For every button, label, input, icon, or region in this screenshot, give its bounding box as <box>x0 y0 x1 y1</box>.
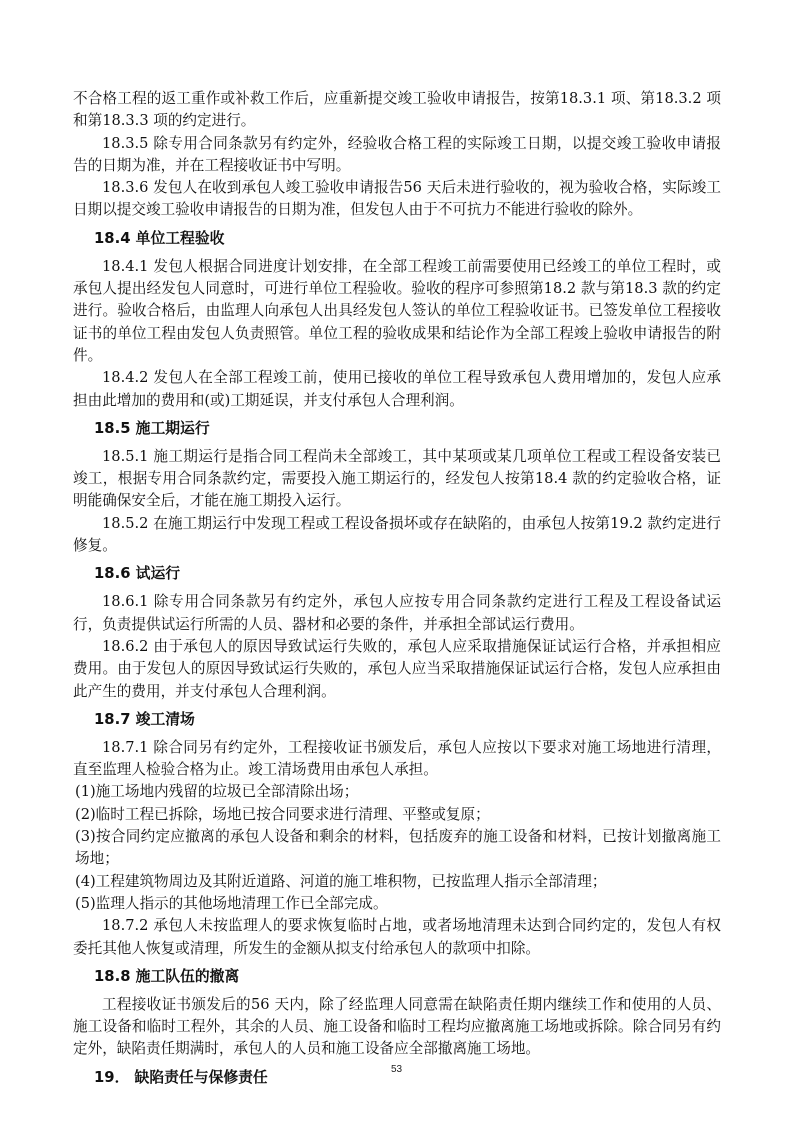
paragraph: 18.4.2 发包人在全部工程竣工前，使用已接收的单位工程导致承包人费用增加的，发包人应承担由此增加的费用和(或)工期延误，并支付承包人合理利润。 <box>73 369 721 409</box>
list-item: (1)施工场地内残留的垃圾已全部清除出场； <box>75 783 359 801</box>
chapter-heading: 19． 缺陷责任与保修责任 <box>94 1068 268 1086</box>
section-heading: 18.5 施工期运行 <box>94 419 210 437</box>
list-item: (2)临时工程已拆除，场地已按合同要求进行清理、平整或复原； <box>75 805 490 823</box>
paragraph: 18.3.6 发包人在收到承包人竣工验收申请报告56 天后未进行验收的，视为验收合格，实际竣工日期以提交竣工验收申请报告的日期为准，但发包人由于不可抗力不能进行验收的除外。 <box>73 179 721 219</box>
paragraph: 18.7.1 除合同另有约定外，工程接收证书颁发后，承包人应按以下要求对施工场地进行清理，直至监理人检验合格为止。竣工清场费用由承包人承担。 <box>73 738 721 779</box>
page-number: 53 <box>390 1064 403 1075</box>
paragraph: 18.4.1 发包人根据合同进度计划安排，在全部工程竣工前需要使用已经竣工的单位工程时，或承包人提出经发包人同意时，可进行单位工程验收。验收的程序可参照第18.2 款与第18.3 款的约定进行。验收合格后，由监理人向承包人出具经发包人签认的单位工程验收证书。已签发单位工程接收证书的单位工程由发包人负责照管。单位工程的验收成果和结论作为全部工程竣上验收申请报告的附件。 <box>73 257 721 364</box>
section-heading: 18.8 施工队伍的撤离 <box>94 967 240 985</box>
paragraph: 工程接收证书颁发后的56 天内，除了经监理人同意需在缺陷责任期内继续工作和使用的人员、施工设备和临时工程外，其余的人员、施工设备和临时工程均应撤离施工场地或拆除。除合同另有约定外，缺陷责任期满时，承包人的人员和施工设备应全部撤离施工场地。 <box>73 995 721 1058</box>
paragraph: 不合格工程的返工重作或补救工作后，应重新提交竣工验收申请报告，按第18.3.1 项、第18.3.2 项和第18.3.3 项的约定进行。 <box>73 90 721 130</box>
paragraph: 18.5.1 施工期运行是指合同工程尚未全部竣工，其中某项或某几项单位工程或工程设备安装已竣工，根据专用合同条款约定，需要投入施工期运行的，经发包人按第18.4 款的约定验收合格，证明能确保安全后，才能在施工期投入运行。 <box>73 447 721 510</box>
document-body <box>73 88 721 1095</box>
list-item: (3)按合同约定应撤离的承包人设备和剩余的材料，包括废弃的施工设备和材料，已按计划撤离施工场地； <box>75 828 721 868</box>
paragraph: 18.3.5 除专用合同条款另有约定外，经验收合格工程的实际竣工日期，以提交竣工验收申请报告的日期为准，并在工程接收证书中写明。 <box>73 134 721 174</box>
list-item: (4)工程建筑物周边及其附近道路、河道的施工堆积物，已按监理人指示全部清理； <box>75 872 607 890</box>
paragraph: 18.6.1 除专用合同条款另有约定外，承包人应按专用合同条款约定进行工程及工程设备试运行，负责提供试运行所需的人员、器材和必要的条件，并承担全部试运行费用。 <box>73 593 721 633</box>
paragraph: 18.6.2 由于承包人的原因导致试运行失败的，承包人应采取措施保证试运行合格，并承担相应费用。由于发包人的原因导致试运行失败的，承包人应当采取措施保证试运行合格，发包人应承担由此产生的费用，并支付承包人合理利润。 <box>73 637 721 700</box>
section-heading: 18.6 试运行 <box>94 565 181 583</box>
paragraph: 18.5.2 在施工期运行中发现工程或工程设备损坏或存在缺陷的，由承包人按第19.2 款约定进行修复。 <box>73 514 721 555</box>
section-heading: 18.4 单位工程验收 <box>94 229 225 247</box>
list-item: (5)监理人指示的其他场地清理工作已全部完成。 <box>75 894 388 912</box>
paragraph: 18.7.2 承包人未按监理人的要求恢复临时占地，或者场地清理未达到合同约定的，发包人有权委托其他人恢复或清理，所发生的金额从拟支付给承包人的款项中扣除。 <box>73 917 721 957</box>
section-heading: 18.7 竣工清场 <box>94 710 195 728</box>
